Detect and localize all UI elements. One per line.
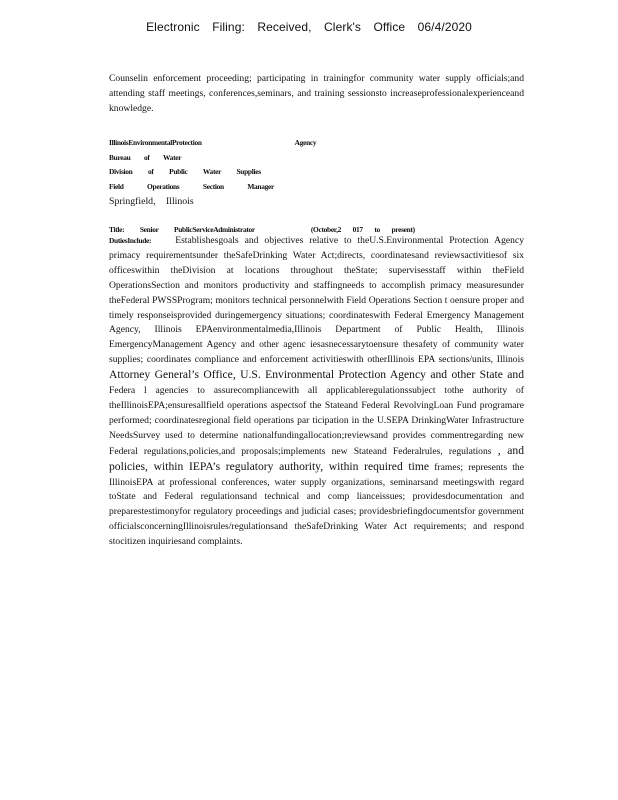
duties-label: DutiesInclude: (109, 236, 152, 245)
duties-paragraph (109, 234, 524, 550)
position-title: Title: Senior PublicServiceAdministrator (109, 225, 255, 234)
duties-text-2: Federa l agencies to assurecompliancewith all applicableregulationssubject tothe authority of theIllinoisEPA;ensuresallfield operations aspectsof the Stateand Federal RevolvingLoan Fund programare performed; coordinatesregional field operations par ticipation in the U.SEPA DrinkingWater Infrastructure NeedsSurvey used to determine nationalfundingallocation;reviewsand provides commentregarding new Federal regulations,policies,and proposals;implements new Stateand Federalrules, regulations (109, 385, 524, 457)
duties-text-enlarged-2: , and policies, within IEPA’s regulatory authority, within required time (109, 443, 524, 473)
agency-name-suffix: Agency (294, 138, 317, 147)
agency-name: IllinoisEnvironmentalProtection (109, 138, 202, 147)
city-name: Springfield, Illinois (109, 195, 194, 207)
filing-stamp: Electronic Filing: Received, Clerk's Office 06/4/2020 (146, 20, 472, 34)
duties-text-1: Establishesgoals and objectives relative to theU.S.Environmental Protection Agency primacy requirementsunder theSafeDrinking Water Act;directs, coordinatesand reviewsactivitiesof six officeswithin theDivision at locations throughout theState; supervisesstaff within theField OperationsSection and monitors productivity and staffingneeds to accomplish primacy measuresunder theFederal PWSSProgram; monitors technical personnelwith Field Operations Section t oensure proper and timely responseisprovided duringemergency situations; coordinateswith Federal Emergency Management Agency, Illinois EPAenvironmentalmedia,Illinois Department of Public Health, Illinois EmergencyManagement Agency and other agenc iesasnecessarytoensure thesafety of community water supplies; coordinates compliance and enforcement activitieswith otherIllinois EPA sections/units, Illinois (109, 235, 524, 366)
employer-block (109, 134, 409, 207)
duties-text-3: frames; represents the IllinoisEPA at professional conferences, water supply organizations, seminarsand meetingswith regard toState and Federal regulationsand technical and comp lianceissues; providesdocumentation and preparestestimonyfor regulatory proceedings and judicial cases; providesbriefingdocumentsfor government officialsconcerningIllinoisrules/regulationsand theSafeDrinking Water Act requirements; and respond stocitizen inquiriesand complaints. (109, 461, 524, 548)
section-name: Field Operations Section Manager (109, 182, 274, 192)
position-dates: (October,2 017 to present) (310, 225, 415, 234)
division-name: Division of Public Water Supplies (109, 167, 261, 177)
intro-paragraph: Counselin enforcement proceeding; participating in trainingfor community water supply officials;and attending staff meetings, conferences,seminars, and training sessionsto increaseprofessionalexperienceand knowledge. (109, 73, 524, 114)
bureau-name: Bureau of Water (109, 152, 182, 162)
duties-text-enlarged-1: Attorney General’s Office, U.S. Environmental Protection Agency and other State and (109, 368, 524, 382)
